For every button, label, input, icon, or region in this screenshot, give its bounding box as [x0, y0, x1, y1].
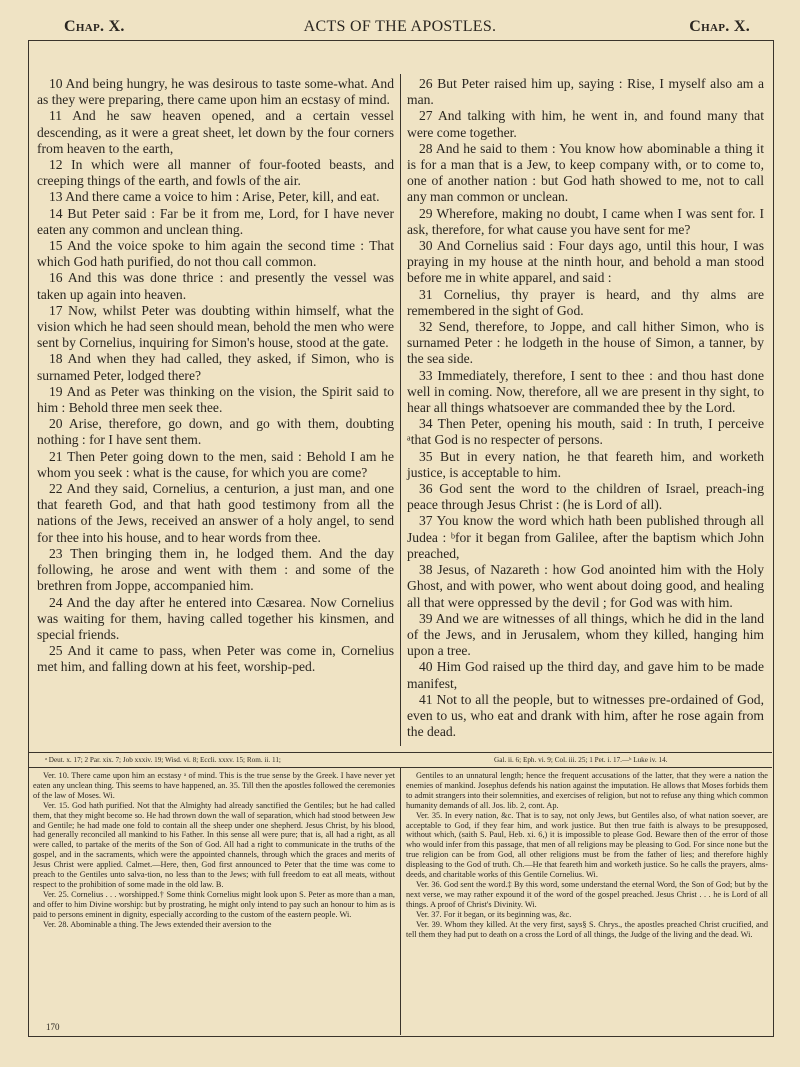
verse-29: 29 Wherefore, making no doubt, I came when I was sent for. I ask, therefore, for what cause you have sent for me? [407, 205, 764, 237]
note-ver-15: Ver. 15. God hath purified. Not that the Almighty had already sanctified the Gentiles; but he had called them, that they might become so. He had thrown down the wall of separation, which had stood between Jew and Gentile; he had made one fold to contain all the sheep under one shepherd. Jesus Christ, by his blood, had generally reconciled all mankind to his Father. In this sense all were pure; that is, all had a right, as all were called, to partake of the merits of the Son of God. All had a right to communicate in the truths of the gospel, and in the sacraments, which were the appointed channels, through which the graces and merits of Jesus Christ were applied. Calmet.—Here, then, God first announced to Peter that the time was come to preach to the Gentiles unto salva-tion, no less than to the Jews; with full freedom to eat all meats, without respect to the prohibition of some made in the old law. B. [33, 800, 395, 889]
verse-40: 40 Him God raised up the third day, and gave him to be made manifest, [407, 659, 764, 691]
note-ver-36: Ver. 36. God sent the word.‡ By this word, some understand the eternal Word, the Son of God; but by the next verse, we may rather expound it of the word of the gospel preached. Jesus Christ . . . he is Lord of all things. A proof of Christ's Divinity. Wi. [406, 879, 768, 909]
verse-25: 25 And it came to pass, when Peter was come in, Cornelius met him, and falling down at his feet, worship-ped. [37, 643, 394, 675]
verse-39: 39 And we are witnesses of all things, which he did in the land of the Jews, and in Jerusalem, whom they killed, hanging him upon a tree. [407, 610, 764, 659]
column-divider [400, 74, 401, 746]
verse-21: 21 Then Peter going down to the men, said : Behold I am he whom you seek : what is the cause, for which you are come? [37, 448, 394, 480]
verse-33: 33 Immediately, therefore, I sent to thee : and thou hast done well in coming. Now, therefore, all we are present in thy sight, to hear all things whatsoever are commanded thee by the Lord. [407, 367, 764, 416]
verse-32: 32 Send, therefore, to Joppe, and call hither Simon, who is surnamed Peter : he lodgeth in the house of Simon, a tanner, by the sea side. [407, 319, 764, 367]
note-ver-28: Ver. 28. Abominable a thing. The Jews extended their aversion to the [43, 919, 272, 929]
note-ver-10: Ver. 10. There came upon him an ecstasy ᵃ of mind. This is the true sense by the Greek. I have never yet eaten any unclean thing. This seems to have happened, an. 35. Till then the apostles followed the ceremonies of the law of Moses. Wi. [33, 771, 395, 800]
verse-37: 37 You know the word which hath been published through all Judea : ᵇfor it began from Galilee, after the baptism which John preached, [407, 513, 764, 561]
commentary-left [33, 771, 395, 930]
verse-22: 22 And they said, Cornelius, a centurion, a just man, and one that feareth God, and that hath good testimony from all the nations of the Jews, received an answer of a holy angel, to send for thee into his house, and to hear words from thee. [37, 481, 394, 545]
verse-18: 18 And when they had called, they asked, if Simon, who is surnamed Peter, lodged there? [37, 351, 394, 383]
verse-38: 38 Jesus, of Nazareth : how God anointed him with the Holy Ghost, and with power, who went about doing good, and healing all that were oppressed by the devil ; for God was with him. [407, 562, 764, 610]
left-verse-column [37, 76, 394, 676]
verse-20: 20 Arise, therefore, go down, and go with them, doubting nothing : for I have sent them. [37, 416, 394, 448]
header-rule [28, 40, 772, 41]
header-book-title: ACTS OF THE APOSTLES. [303, 18, 497, 35]
note-ver-39: Ver. 39. Whom they killed. At the very first, says§ S. Chrys., the apostles preached Christ crucified, and tell them they had put to death on a cross the Lord of all things, the Judge of the living and the dead. Wi. [406, 919, 768, 939]
note-ver-35: Ver. 35. In every nation, &c. That is to say, not only Jews, but Gentiles also, of what nation soever, are acceptable to God, if they fear him, and work justice. But then true faith is always to be presupposed, without which, (saith S. Paul, Heb. xi. 6,) it is impossible to please God. Beware then of the error of those who would infer from this passage, that men of all religions may be pleasing to God. For since none but the true religion can be from God, all other religions must be from the father of lies; and therefore highly displeasing to the God of truth. Ch.—He that feareth him and worketh justice. So he calls the prayers, alms-deeds, and charitable works of this Gentile Cornelius. Wi. [406, 810, 768, 880]
verse-36: 36 God sent the word to the children of Israel, preach-ing peace through Jesus Christ : (he is Lord of all). [407, 481, 764, 513]
right-verse-column [407, 76, 764, 740]
verse-35: 35 But in every nation, he that feareth him, and worketh justice, is acceptable to him. [407, 448, 764, 480]
header-chapter-left: Chap. X. [64, 18, 125, 35]
page-number: 170 [46, 1022, 60, 1032]
verse-15: 15 And the voice spoke to him again the second time : That which God hath purified, do not thou call common. [37, 238, 394, 270]
running-header [28, 18, 772, 40]
verses-bottom-rule [28, 752, 772, 753]
verse-24: 24 And the day after he entered into Cæsarea. Now Cornelius was waiting for them, having called together his kinsmen, and special friends. [37, 594, 394, 642]
cross-references-right: Gal. ii. 6; Eph. vi. 9; Col. iii. 25; 1 Pet. i. 17.—ᵇ Luke iv. 14. [494, 756, 668, 764]
notes-divider [400, 767, 401, 1035]
verse-23: 23 Then bringing them in, he lodged them. And the day following, he arose and went with them : and some of the brethren from Joppe, accompanied him. [37, 545, 394, 594]
verse-10: 10 And being hungry, he was desirous to taste some-what. And as they were preparing, there came upon him an ecstasy of mind. [37, 76, 394, 108]
verse-19: 19 And as Peter was thinking on the vision, the Spirit said to him : Behold three men seek thee. [37, 383, 394, 416]
verse-14: 14 But Peter said : Far be it from me, Lord, for I have never eaten any common and unclean thing. [37, 205, 394, 237]
cross-references-left: ᵃ Deut. x. 17; 2 Par. xix. 7; Job xxxiv. 19; Wisd. vi. 8; Eccli. xxxv. 15; Rom. ii. 11; [45, 756, 281, 764]
verse-28: 28 And he said to them : You know how abominable a thing it is for a man that is a Jew, to keep company with, or to come to, one of another nation : but God hath showed to me, not to call any man common or unclean. [407, 140, 764, 205]
note-ver-25: Ver. 25. Cornelius . . . worshipped.† Some think Cornelius might look upon S. Peter as more than a man, and offer to him Divine worship: but by prostrating, he might only intend to pay such an honour to him as is paid to persons eminent in dignity, especially according to the custom of the eastern people. Wi. [33, 889, 395, 919]
verse-30: 30 And Cornelius said : Four days ago, until this hour, I was praying in my house at the ninth hour, and behold a man stood before me in white apparel, and said : [407, 238, 764, 286]
note-ver-28-cont: Gentiles to an unnatural length; hence the frequent accusations of the latter, that they were a nation the enemies of mankind. Josephus defends his nation against the imputation. He allows that Moses forbids them to admit strangers into their solemnities, and exercises of religion, but not to refuse any thing which common humanity demands of all. Jos. lib. 2, cont. Ap. [406, 771, 768, 810]
verse-41: 41 Not to all the people, but to witnesses pre-ordained of God, even to us, who eat and drank with him, after he rose again from the dead. [407, 691, 764, 740]
commentary-right [406, 771, 768, 939]
verse-13: 13 And there came a voice to him : Arise, Peter, kill, and eat. [49, 189, 380, 205]
verse-11: 11 And he saw heaven opened, and a certain vessel descending, as it were a great sheet, let down by the four corners from heaven to the earth, [37, 108, 394, 156]
verse-16: 16 And this was done thrice : and presently the vessel was taken up again into heaven. [37, 270, 394, 302]
verse-31: 31 Cornelius, thy prayer is heard, and thy alms are remembered in the sight of God. [407, 286, 764, 318]
note-ver-37: Ver. 37. For it began, or its beginning was, &c. [416, 909, 572, 919]
verse-26: 26 But Peter raised him up, saying : Rise, I myself also am a man. [407, 76, 764, 108]
verse-34: 34 Then Peter, opening his mouth, said : In truth, I perceive ᵃthat God is no respecter of persons. [407, 416, 764, 448]
verse-12: 12 In which were all manner of four-footed beasts, and creeping things of the earth, and fowls of the air. [37, 157, 394, 189]
verse-27: 27 And talking with him, he went in, and found many that were come together. [407, 108, 764, 140]
header-chapter-right: Chap. X. [689, 18, 750, 35]
verse-17: 17 Now, whilst Peter was doubting within himself, what the vision which he had seen should mean, behold the men who were sent by Cornelius, inquiring for Simon's house, stood at the gate. [37, 302, 394, 351]
